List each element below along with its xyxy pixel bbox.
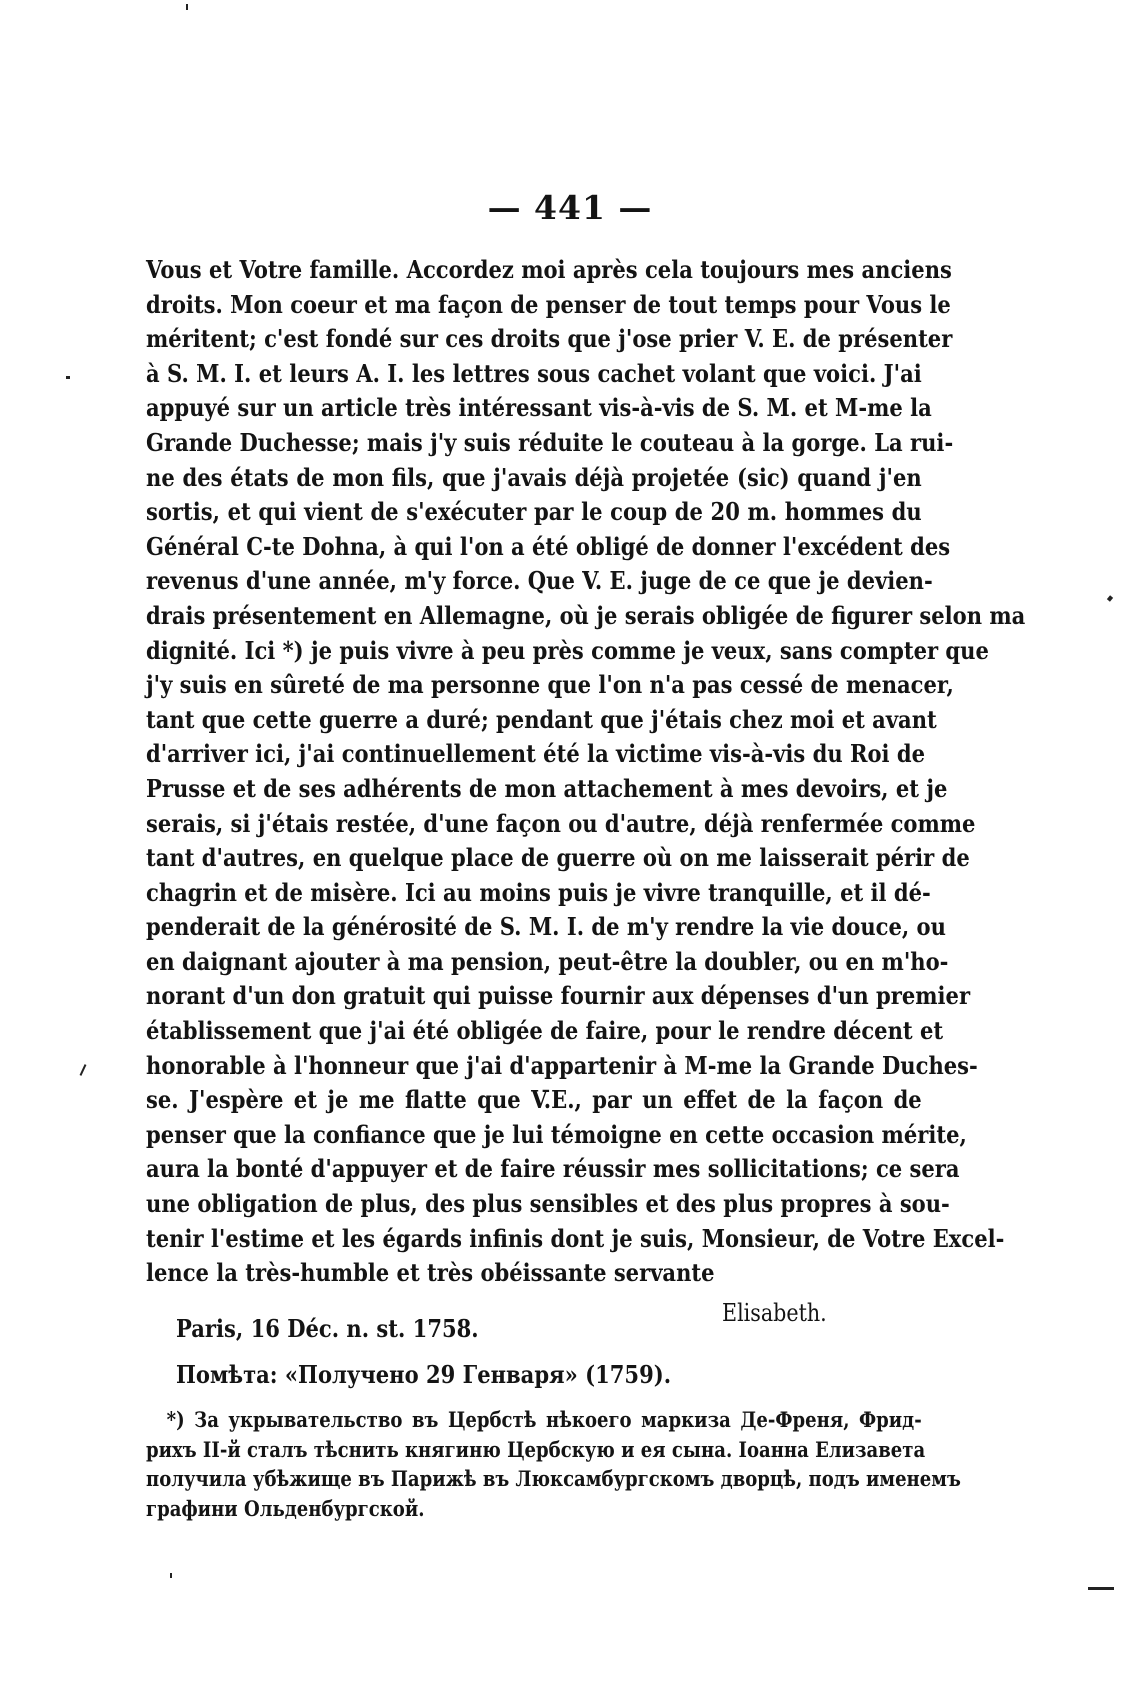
- scan-mark: [80, 1064, 87, 1076]
- scan-mark: [170, 1573, 172, 1578]
- place-date: Paris, 16 Déc. n. st. 1758.: [176, 1314, 479, 1343]
- text-line: méritent; c'est fondé sur ces droits que j'ose prier V. E. de présenter: [146, 324, 953, 354]
- footnote-line: *) За укрывательство въ Цербстѣ нѣкоего маркиза Де-Френя, Фрид-: [166, 1407, 922, 1432]
- signature: Elisabeth.: [722, 1299, 827, 1327]
- footnote-line: графини Ольденбургской.: [146, 1495, 425, 1521]
- text-line: j'y suis en sûreté de ma personne que l'on n'a pas cessé de menacer,: [146, 670, 954, 700]
- text-line: sortis, et qui vient de s'exécuter par le coup de 20 m. hommes du: [146, 497, 922, 527]
- text-line: une obligation de plus, des plus sensibles et des plus propres à sou-: [146, 1189, 950, 1219]
- text-line: revenus d'une année, m'y force. Que V. E. juge de ce que je devien-: [146, 566, 933, 596]
- text-line: norant d'un don gratuit qui puisse fournir aux dépenses d'un premier: [146, 981, 971, 1011]
- text-line: Grande Duchesse; mais j'y suis réduite le couteau à la gorge. La rui-: [146, 427, 954, 457]
- text-line: tant d'autres, en quelque place de guerre où on me laisserait périr de: [146, 843, 970, 873]
- text-line: à S. M. I. et leurs A. I. les lettres sous cachet volant que voici. J'ai: [146, 358, 922, 388]
- text-line: ne des états de mon fils, que j'avais déjà projetée (sic) quand j'en: [146, 462, 922, 492]
- text-line: tant que cette guerre a duré; pendant que j'étais chez moi et avant: [146, 704, 937, 734]
- text-line: Vous et Votre famille. Accordez moi après cela toujours mes anciens: [146, 255, 952, 284]
- text-line: appuyé sur un article très intéressant vis-à-vis de S. M. et M-me la: [146, 393, 932, 423]
- letter-body: [146, 253, 1026, 1291]
- text-line: dignité. Ici *) je puis vivre à peu près comme je veux, sans compter que: [146, 635, 989, 665]
- scan-mark: [186, 4, 188, 10]
- scan-mark: [66, 376, 70, 379]
- text-line: honorable à l'honneur que j'ai d'appartenir à M-me la Grande Duches-: [146, 1050, 978, 1080]
- text-line: établissement que j'ai été obligée de faire, pour le rendre décent et: [146, 1016, 944, 1046]
- text-line: drais présentement en Allemagne, où je serais obligée de figurer selon ma: [146, 600, 1026, 630]
- text-line: penser que la confiance que je lui témoigne en cette occasion mérite,: [146, 1119, 967, 1149]
- scan-mark: [1088, 1587, 1114, 1590]
- text-line: en daignant ajouter à ma pension, peut-être la doubler, ou en m'ho-: [146, 946, 949, 976]
- text-line: serais, si j'étais restée, d'une façon ou d'autre, déjà renfermée comme: [146, 808, 976, 838]
- text-line: se. J'espère et je me flatte que V.̄E., par un effet de la façon de: [146, 1085, 922, 1115]
- footnote: [146, 1405, 961, 1523]
- text-line: penderait de la générosité de S. M. I. de m'y rendre la vie douce, ou: [146, 912, 946, 942]
- archival-note: Помѣта: «Получено 29 Генваря» (1759).: [176, 1360, 672, 1389]
- footnote-line: рихъ II-й сталъ тѣснить княгиню Цербскую и ея сына. Іоанна Елизавета: [146, 1436, 926, 1462]
- footnote-line: получила убѣжище въ Парижѣ въ Люксамбургскомъ дворцѣ, подъ именемъ: [146, 1466, 961, 1491]
- text-line: lence la très-humble et très obéissante servante: [146, 1258, 715, 1288]
- text-line: chagrin et de misère. Ici au moins puis je vivre tranquille, et il dé-: [146, 877, 931, 907]
- text-line: droits. Mon coeur et ma façon de penser de tout temps pour Vous le: [146, 289, 951, 319]
- text-line: aura la bonté d'appuyer et de faire réussir mes sollicitations; ce sera: [146, 1154, 960, 1184]
- text-line: d'arriver ici, j'ai continuellement été la victime vis-à-vis du Roi de: [146, 739, 926, 769]
- text-line: Général C-te Dohna, à qui l'on a été obligé de donner l'excédent des: [146, 531, 951, 561]
- text-line: Prusse et de ses adhérents de mon attachement à mes devoirs, et je: [146, 773, 948, 803]
- page-number: — 441 —: [487, 188, 653, 227]
- scan-mark: [1107, 595, 1113, 601]
- text-line: tenir l'estime et les égards infinis dont je suis, Monsieur, de Votre Excel-: [146, 1223, 1005, 1253]
